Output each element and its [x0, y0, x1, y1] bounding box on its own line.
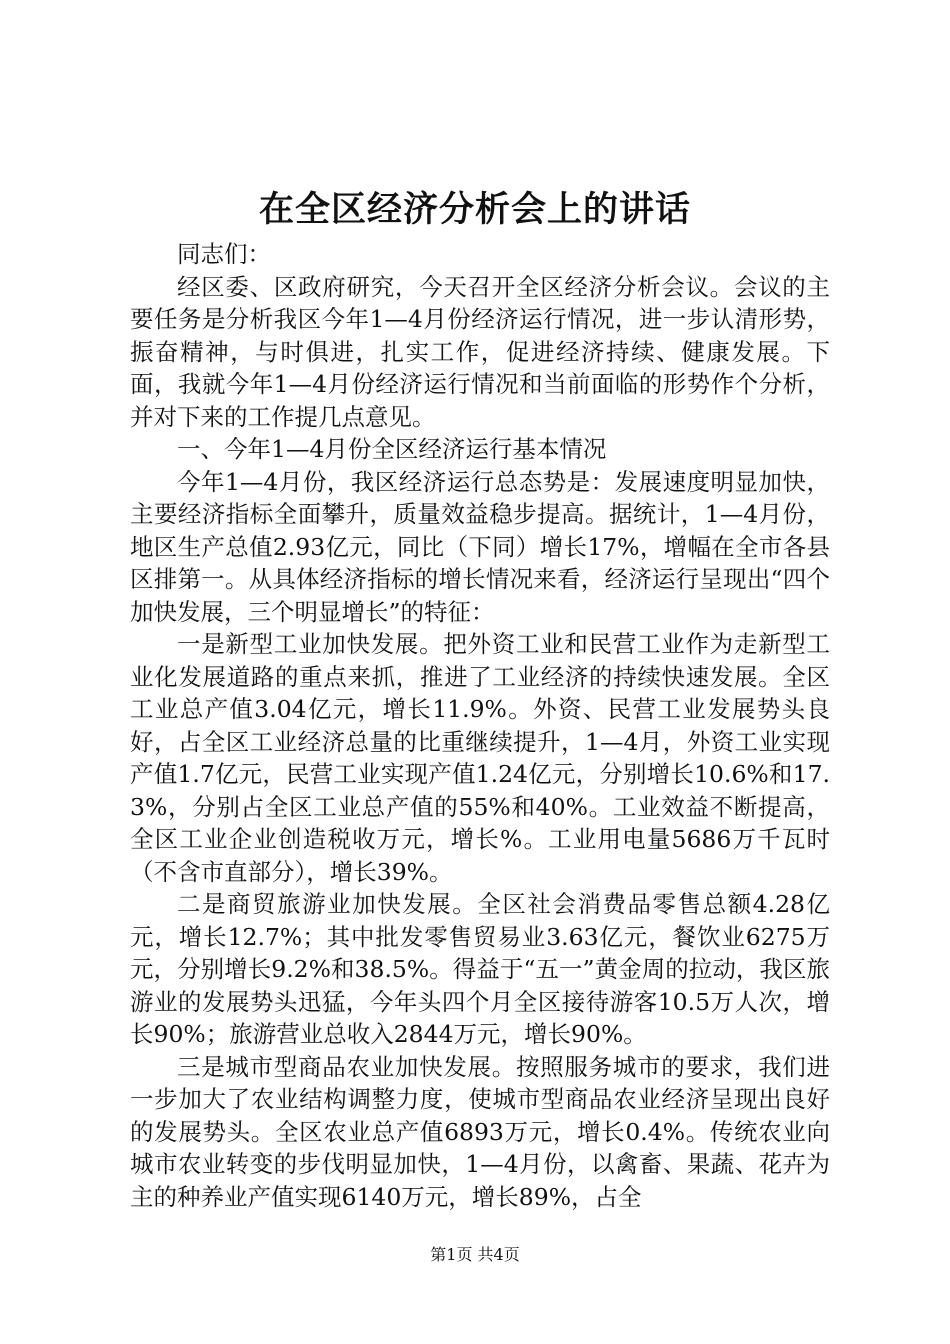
agriculture-paragraph: 三是城市型商品农业加快发展。按照服务城市的要求，我们进一步加大了农业结构调整力度，使城市型商品农业经济呈现出良好的发展势头。全区农业总产值6893万元，增长0.4%。传统农业向城市农业转变的步伐明显加快，1—4月份，以禽畜、果蔬、花卉为主的种养业产值实现6140万元，增长89%，占全 — [130, 1052, 830, 1211]
commerce-tourism-paragraph: 二是商贸旅游业加快发展。全区社会消费品零售总额4.28亿元，增长12.7%；其中批发零售贸易业3.63亿元，餐饮业6275万元，分别增长9.2%和38.5%。得益于“五一”黄金周的拉动，我区旅游业的发展势头迅猛，今年头四个月全区接待游客10.5万人次，增长90%；旅游营业总收入2844万元，增长90%。 — [130, 890, 830, 1048]
industry-paragraph: 一是新型工业加快发展。把外资工业和民营工业作为走新型工业化发展道路的重点来抓，推进了工业经济的持续快速发展。全区工业总产值3.04亿元，增长11.9%。外资、民营工业发展势头良好，占全区工业经济总量的比重继续提升，1—4月，外资工业实现产值1.7亿元，民营工业实现产值1.24亿元，分别增长10.6%和17.3%，分别占全区工业总产值的55%和40%。工业效益不断提高，全区工业企业创造税收万元，增长%。工业用电量5686万千瓦时（不含市直部分），增长39%。 — [130, 630, 830, 886]
page-number-footer: 第1页 共4页 — [430, 1245, 520, 1264]
document-body — [130, 238, 830, 1213]
overview-paragraph: 今年1—4月份，我区经济运行总态势是：发展速度明显加快，主要经济指标全面攀升，质量效益稳步提高。据统计，1—4月份，地区生产总值2.93亿元，同比（下同）增长17%，增幅在全市各县区排第一。从具体经济指标的增长情况来看，经济运行呈现出“四个加快发展，三个明显增长”的特征： — [130, 467, 830, 626]
document-title: 在全区经济分析会上的讲话 — [258, 190, 691, 230]
section-heading-1: 一、今年1—4月份全区经济运行基本情况 — [177, 435, 607, 463]
salutation: 同志们： — [177, 240, 271, 268]
intro-paragraph: 经区委、区政府研究，今天召开全区经济分析会议。会议的主要任务是分析我区今年1—4月份经济运行情况，进一步认清形势，振奋精神，与时俱进，扎实工作，促进经济持续、健康发展。下面，我就今年1—4月份经济运行情况和当前面临的形势作个分析，并对下来的工作提几点意见。 — [130, 272, 830, 431]
